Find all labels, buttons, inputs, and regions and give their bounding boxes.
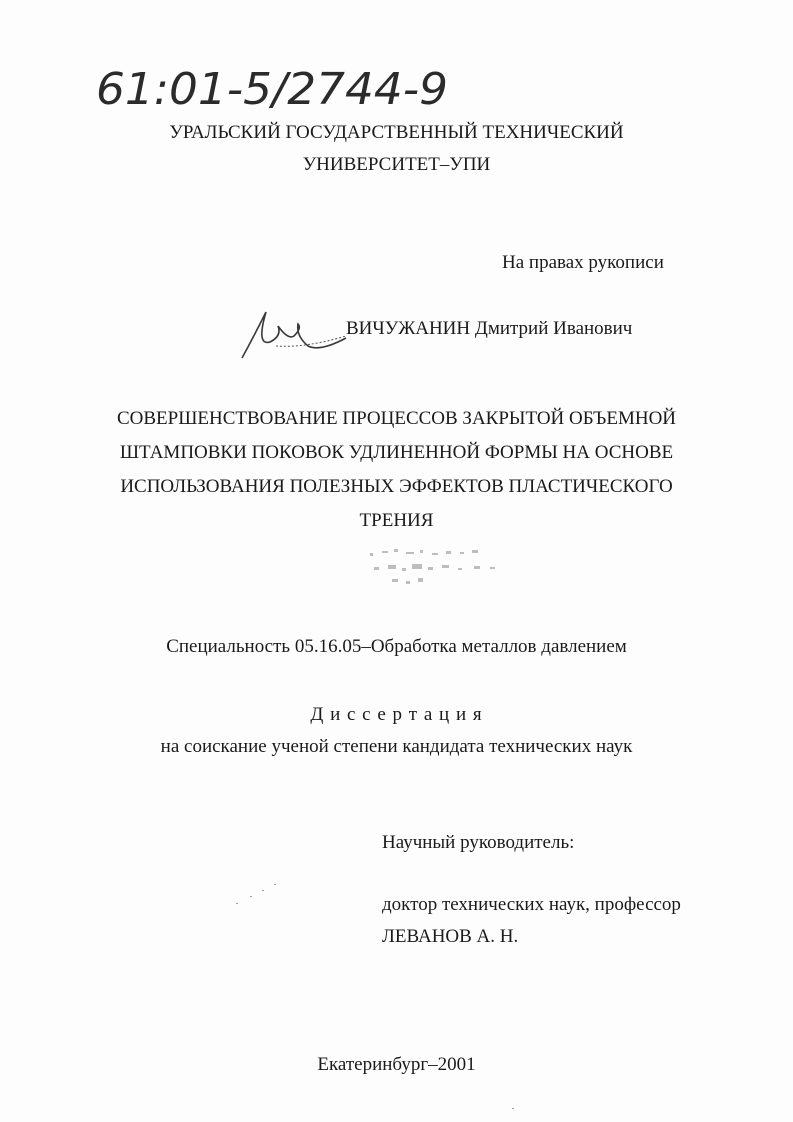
title-line-4: ТРЕНИЯ <box>359 510 434 531</box>
title-line-1: СОВЕРШЕНСТВОВАНИЕ ПРОЦЕССОВ ЗАКРЫТОЙ ОБЪЕМНОЙ <box>116 408 677 429</box>
handwritten-archive-code <box>92 48 462 128</box>
scan-speck <box>250 896 252 897</box>
university-line-2: УНИВЕРСИТЕТ–УПИ <box>302 154 491 175</box>
library-stamp-icon <box>362 543 512 593</box>
work-type-label: Д и с с е р т а ц и я <box>310 704 483 725</box>
supervisor-name: ЛЕВАНОВ А. Н. <box>382 926 519 947</box>
supervisor-heading: Научный руководитель: <box>382 832 575 853</box>
work-type-purpose: на соискание ученой степени кандидата технических наук <box>160 736 633 757</box>
scan-speck <box>236 903 238 904</box>
author-name: ВИЧУЖАНИН Дмитрий Иванович <box>346 318 633 339</box>
archive-code-text: 61:01-5/2744-9 <box>96 64 448 115</box>
scan-speck <box>512 1108 514 1109</box>
specialty: Специальность 05.16.05–Обработка металлов давлением <box>166 636 627 657</box>
supervisor-degree: доктор технических наук, профессор <box>382 894 681 915</box>
handwritten-signature-icon <box>236 306 356 366</box>
city-year: Екатеринбург–2001 <box>317 1054 476 1075</box>
rights-note: На правах рукописи <box>502 252 664 273</box>
scan-speck <box>262 890 264 891</box>
title-line-2: ШТАМПОВКИ ПОКОВОК УДЛИНЕННОЙ ФОРМЫ НА ОСНОВЕ <box>119 442 674 463</box>
scan-speck <box>274 884 276 885</box>
university-line-1: УРАЛЬСКИЙ ГОСУДАРСТВЕННЫЙ ТЕХНИЧЕСКИЙ <box>169 122 624 143</box>
title-line-3: ИСПОЛЬЗОВАНИЯ ПОЛЕЗНЫХ ЭФФЕКТОВ ПЛАСТИЧЕСКОГО <box>120 476 673 497</box>
